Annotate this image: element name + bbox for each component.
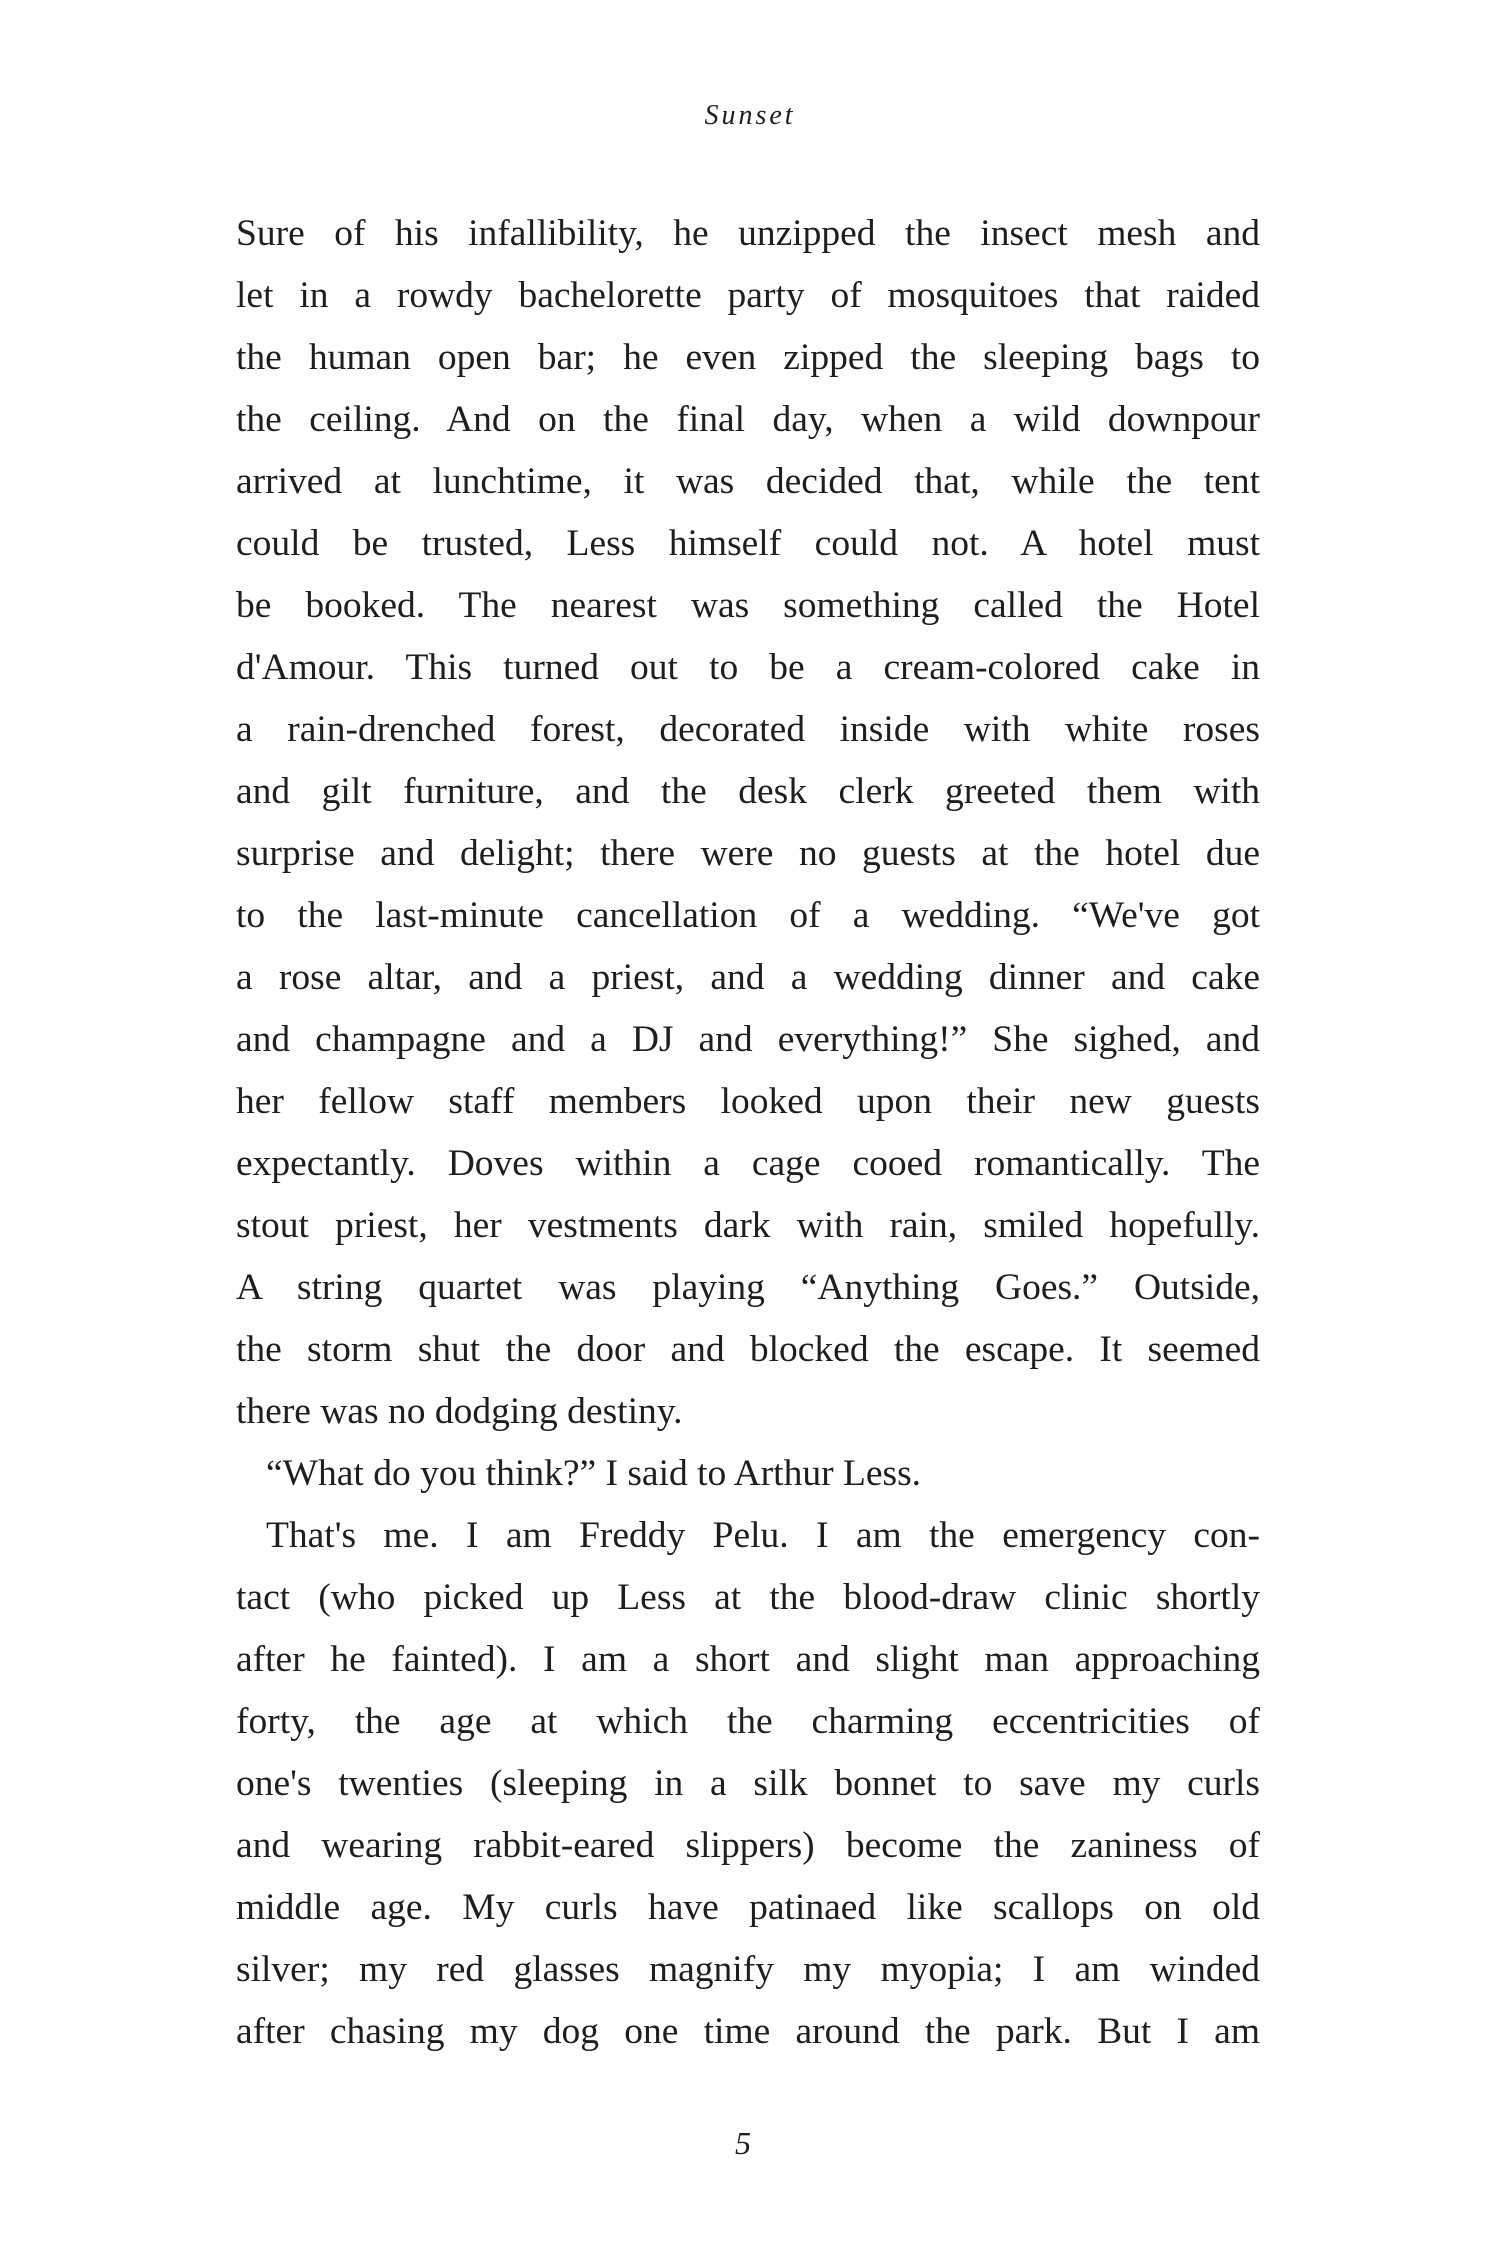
text-line: silver; my red glasses magnify my myopia; I am winded bbox=[236, 1949, 1260, 1990]
text-line: A string quartet was playing “Anything Goes.” Outside, bbox=[236, 1267, 1260, 1308]
text-line: after chasing my dog one time around the park. But I am bbox=[236, 2011, 1260, 2052]
text-line: Sure of his infallibility, he unzipped the insect mesh and bbox=[236, 213, 1260, 254]
text-line: let in a rowdy bachelorette party of mosquitoes that raided bbox=[236, 275, 1260, 316]
text-line: middle age. My curls have patinaed like scallops on old bbox=[236, 1887, 1260, 1928]
paragraph bbox=[236, 1505, 1260, 2063]
paragraph bbox=[236, 1443, 1260, 1505]
text-line: and wearing rabbit-eared slippers) become the zaniness of bbox=[236, 1825, 1260, 1866]
text-line: a rose altar, and a priest, and a wedding dinner and cake bbox=[236, 957, 1260, 998]
text-line: That's me. I am Freddy Pelu. I am the emergency con- bbox=[266, 1515, 1260, 1556]
text-line: be booked. The nearest was something called the Hotel bbox=[236, 585, 1260, 626]
text-line: her fellow staff members looked upon their new guests bbox=[236, 1081, 1260, 1122]
text-line: could be trusted, Less himself could not. A hotel must bbox=[236, 523, 1260, 564]
text-line: arrived at lunchtime, it was decided that, while the tent bbox=[236, 461, 1260, 502]
text-line: and gilt furniture, and the desk clerk greeted them with bbox=[236, 771, 1260, 812]
text-line: one's twenties (sleeping in a silk bonnet to save my curls bbox=[236, 1763, 1260, 1804]
text-line: tact (who picked up Less at the blood-draw clinic shortly bbox=[236, 1577, 1260, 1618]
text-line: the ceiling. And on the final day, when a wild downpour bbox=[236, 399, 1260, 440]
text-line: a rain-drenched forest, decorated inside with white roses bbox=[236, 709, 1260, 750]
running-head: Sunset bbox=[704, 100, 796, 131]
page-number: 5 bbox=[735, 2125, 751, 2161]
body-text bbox=[236, 203, 1260, 2063]
text-line: expectantly. Doves within a cage cooed romantically. The bbox=[236, 1143, 1260, 1184]
text-line: to the last-minute cancellation of a wedding. “We've got bbox=[236, 895, 1260, 936]
text-line: there was no dodging destiny. bbox=[236, 1391, 683, 1432]
paragraph bbox=[236, 203, 1260, 1443]
text-line: the storm shut the door and blocked the escape. It seemed bbox=[236, 1329, 1260, 1370]
text-line: after he fainted). I am a short and slight man approaching bbox=[236, 1639, 1260, 1680]
text-line: forty, the age at which the charming eccentricities of bbox=[236, 1701, 1260, 1742]
text-line: surprise and delight; there were no guests at the hotel due bbox=[236, 833, 1260, 874]
text-line: stout priest, her vestments dark with rain, smiled hopefully. bbox=[236, 1205, 1260, 1246]
text-line: the human open bar; he even zipped the sleeping bags to bbox=[236, 337, 1260, 378]
text-line: and champagne and a DJ and everything!” She sighed, and bbox=[236, 1019, 1260, 1060]
text-line: “What do you think?” I said to Arthur Less. bbox=[266, 1453, 922, 1494]
text-line: d'Amour. This turned out to be a cream-colored cake in bbox=[236, 647, 1260, 688]
